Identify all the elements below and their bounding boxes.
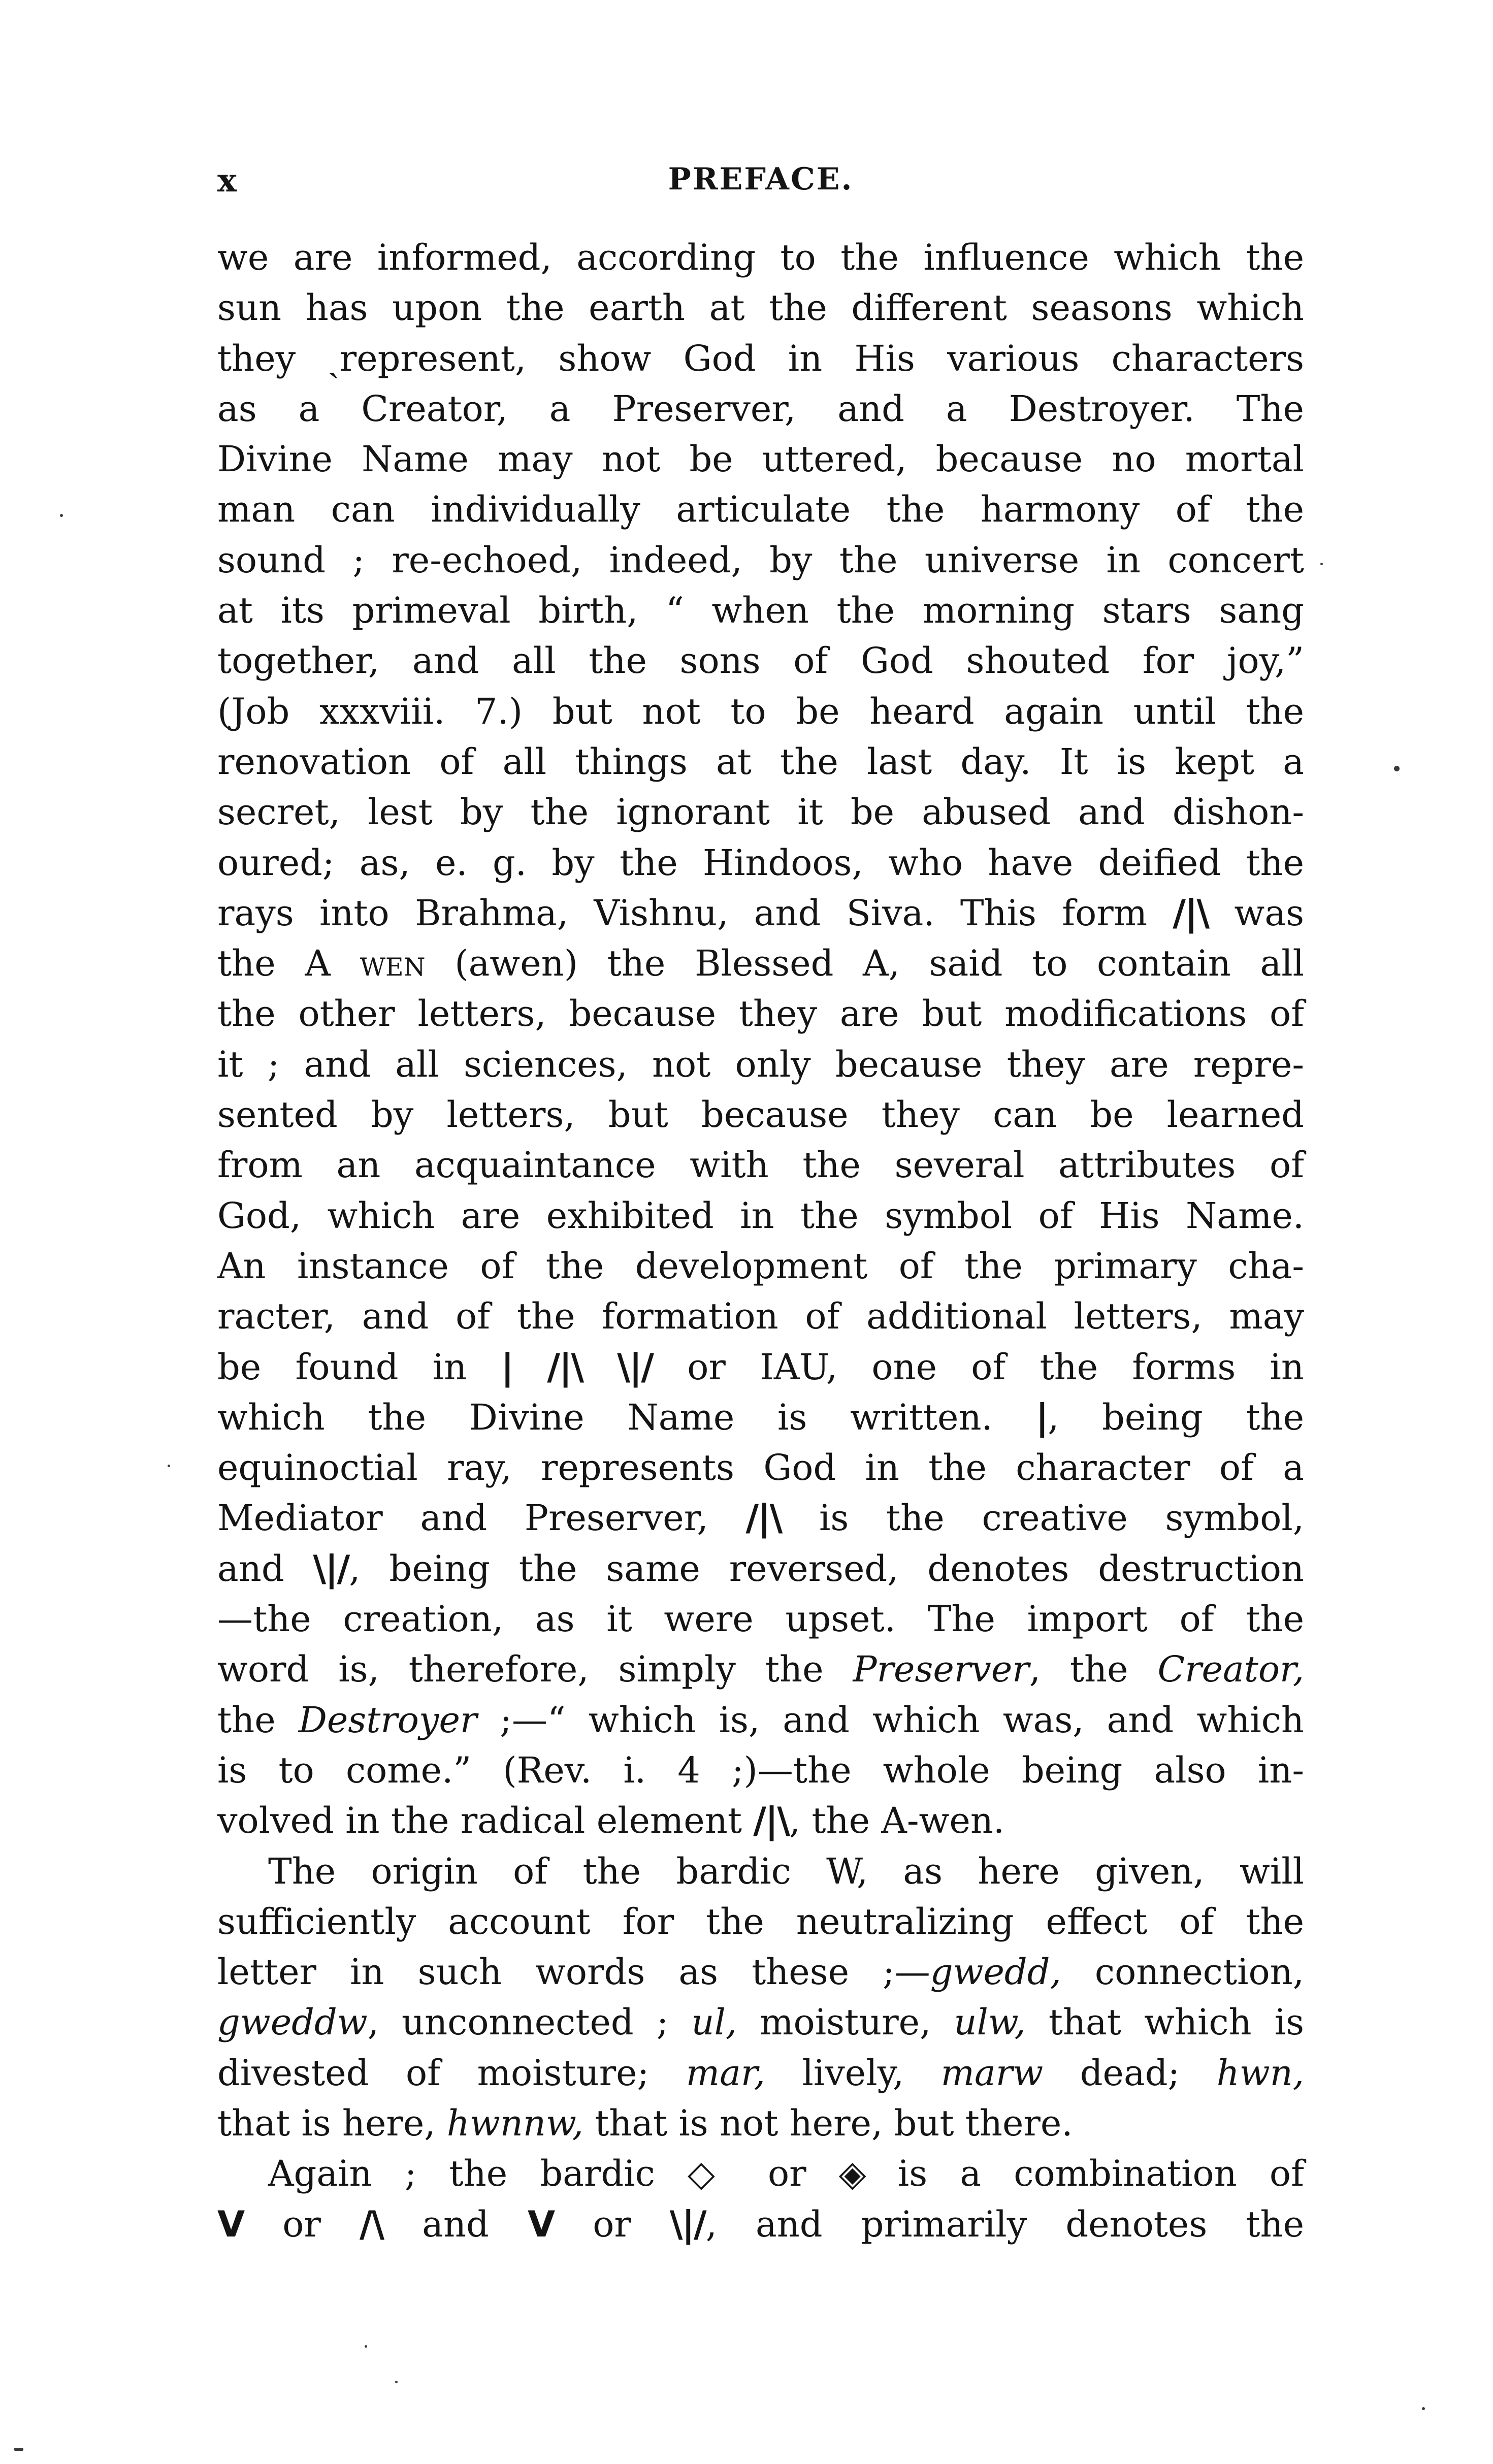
text-line [217,1594,1304,1644]
text-run: oured; as, e. g. by the Hindoos, who have deified the [217,841,1304,884]
text-line [217,2048,1304,2098]
text-run: as a Creator, a Preserver, and a Destroyer. The [217,387,1304,430]
text-run: Again ; the bardic [268,2153,688,2195]
bardic-symbol: | [1035,1396,1048,1438]
print-speck [1422,2407,1425,2410]
bardic-symbol: \|/ [617,1346,653,1388]
text-run: they ˎrepresent, show God in His various characters [217,337,1304,379]
italic-word: Preserver [853,1648,1029,1691]
bardic-symbol: V [217,2203,244,2245]
text-run: and [383,2203,528,2245]
text-line [217,2149,1304,2199]
text-run: that is here, [217,2102,447,2144]
text-run: racter, and of the formation of additional letters, may [217,1295,1304,1338]
text-line [217,283,1304,333]
italic-word: Destroyer [298,1699,477,1741]
text-line [217,2098,1304,2149]
text-run: together, and all the sons of God shouted for joy,” [217,640,1304,682]
text-run: or [735,2153,839,2195]
text-run [583,1346,617,1388]
text-line [217,484,1304,535]
italic-word: ul, [691,2001,737,2044]
text-run: dead; [1043,2052,1217,2094]
text-run: rays into Brahma, Vishnu, and Siva. This form [217,892,1173,934]
text-line [217,1644,1304,1695]
text-run: is to come.” (Rev. i. 4 ;)—the whole being also in- [217,1749,1304,1791]
text-run: or [554,2203,670,2245]
text-line [217,1140,1304,1190]
text-run: sun has upon the earth at the different seasons which [217,287,1304,329]
text-line [217,334,1304,384]
bardic-symbol: \|/ [669,2203,706,2245]
text-run: , and primarily denotes the [705,2203,1305,2245]
bardic-symbol: ◇ [687,2153,735,2195]
text-line [217,787,1304,837]
text-run: divested of moisture; [217,2052,686,2094]
text-line [217,1695,1304,1745]
italic-word: hwnnw, [446,2102,583,2144]
print-speck [1394,766,1400,771]
text-line [217,1090,1304,1140]
text-run: , the A-wen. [789,1800,1005,1842]
text-run: , unconnected ; [367,2001,692,2044]
bardic-symbol: | [501,1346,513,1388]
text-run: the A [217,943,360,985]
text-run: from an acquaintance with the several attributes of [217,1144,1304,1186]
text-run: the [217,1699,299,1741]
text-line [217,888,1304,938]
italic-word: mar, [686,2052,765,2094]
text-run: An instance of the development of the primary cha- [217,1245,1304,1287]
text-run: is a combination of [865,2153,1304,2195]
text-line [217,384,1304,434]
text-run: connection, [1061,1951,1305,1993]
print-speck [168,1465,170,1467]
text-run: (Job xxxviii. 7.) but not to be heard again until the [217,690,1304,732]
page-number: x [217,161,238,200]
text-line [217,737,1304,787]
text-run: lively, [765,2052,941,2094]
text-run: —the creation, as it were upset. The import of the [217,1598,1304,1640]
text-line [217,1947,1304,1997]
text-line [217,1040,1304,1090]
italic-word: hwn, [1216,2052,1304,2094]
text-run: the other letters, because they are but modifications of [217,993,1304,1035]
body-text [217,233,1304,2250]
text-run: be found in [217,1346,501,1388]
italic-word: gweddw [217,2001,368,2044]
italic-word: Creator, [1157,1648,1304,1691]
text-line [217,1342,1304,1392]
bardic-symbol: /|\ [745,1497,782,1539]
text-run: moisture, [737,2001,954,2044]
text-run: secret, lest by the ignorant it be abused and dishon- [217,791,1304,833]
text-run: ;—“ which is, and which was, and which [477,1699,1304,1741]
text-line [217,838,1304,888]
bardic-symbol: ◈ [838,2153,865,2195]
text-run: (awen) the Blessed A, said to contain all [425,943,1304,985]
text-run: sented by letters, but because they can be learned [217,1094,1304,1136]
text-line [217,233,1304,283]
text-line [217,535,1304,586]
bardic-symbol: /|\ [753,1800,789,1842]
text-line [217,1291,1304,1342]
text-run: The origin of the bardic W, as here given, will [268,1850,1304,1892]
text-run: or IAU, one of the forms in [653,1346,1304,1388]
bardic-symbol: /|\ [547,1346,583,1388]
text-run: , the [1029,1648,1158,1691]
small-caps-word: wen [360,943,426,985]
text-line [217,1745,1304,1796]
print-speck [60,514,63,517]
text-run: God, which are exhibited in the symbol of His Name. [217,1194,1304,1237]
text-run [513,1346,547,1388]
text-line [217,636,1304,686]
text-run: and [217,1547,313,1590]
text-run: Mediator and Preserver, [217,1497,746,1539]
text-run: man can individually articulate the harmony of the [217,489,1304,531]
text-line [217,989,1304,1039]
text-line [217,938,1304,989]
text-line [217,434,1304,484]
text-line [217,1544,1304,1594]
text-run: volved in the radical element [217,1800,754,1842]
text-line [217,1241,1304,1291]
text-run: it ; and all sciences, not only because they are repre- [217,1043,1304,1085]
text-line [217,1897,1304,1947]
print-speck [395,2381,398,2383]
text-run: Divine Name may not be uttered, because no mortal [217,438,1304,480]
text-line [217,1846,1304,1897]
text-run: renovation of all things at the last day. It is kept a [217,740,1304,783]
text-line [217,1191,1304,1241]
text-run: that is not here, but there. [583,2102,1073,2144]
text-run: at its primeval birth, “ when the morning stars sang [217,590,1304,632]
text-run: was [1209,892,1304,934]
italic-word: marw [940,2052,1044,2094]
text-run: word is, therefore, simply the [217,1648,853,1691]
text-run: , being the same reversed, denotes destruction [349,1547,1304,1590]
text-line [217,687,1304,737]
text-run: letter in such words as these ;— [217,1951,930,1993]
text-run: or [244,2203,360,2245]
text-line [217,2199,1304,2250]
text-line [217,1997,1304,2048]
bardic-symbol: V [527,2203,555,2245]
bardic-symbol: /\ [359,2203,384,2245]
text-run: equinoctial ray, represents God in the character of a [217,1447,1304,1489]
text-run: sufficiently account for the neutralizing effect of the [217,1900,1304,1942]
text-run: which the Divine Name is written. [217,1396,1036,1438]
text-line [217,1796,1304,1846]
text-run: we are informed, according to the influence which the [217,237,1304,278]
italic-word: gwedd, [930,1951,1061,1993]
text-line [217,1443,1304,1493]
bardic-symbol: /|\ [1173,892,1209,934]
text-run: , being the [1048,1396,1304,1438]
text-run: is the creative symbol, [782,1497,1304,1539]
text-line [217,586,1304,636]
text-line [217,1392,1304,1443]
print-speck [1320,563,1323,565]
running-head-title: PREFACE. [668,161,854,197]
italic-word: ulw, [954,2001,1026,2044]
running-head [217,161,1304,217]
text-line [217,1493,1304,1543]
text-run: that which is [1025,2001,1304,2044]
print-speck [365,2345,367,2348]
print-speck [14,2448,23,2451]
text-run: sound ; re-echoed, indeed, by the universe in concert [217,539,1304,581]
bardic-symbol: \|/ [313,1547,349,1590]
